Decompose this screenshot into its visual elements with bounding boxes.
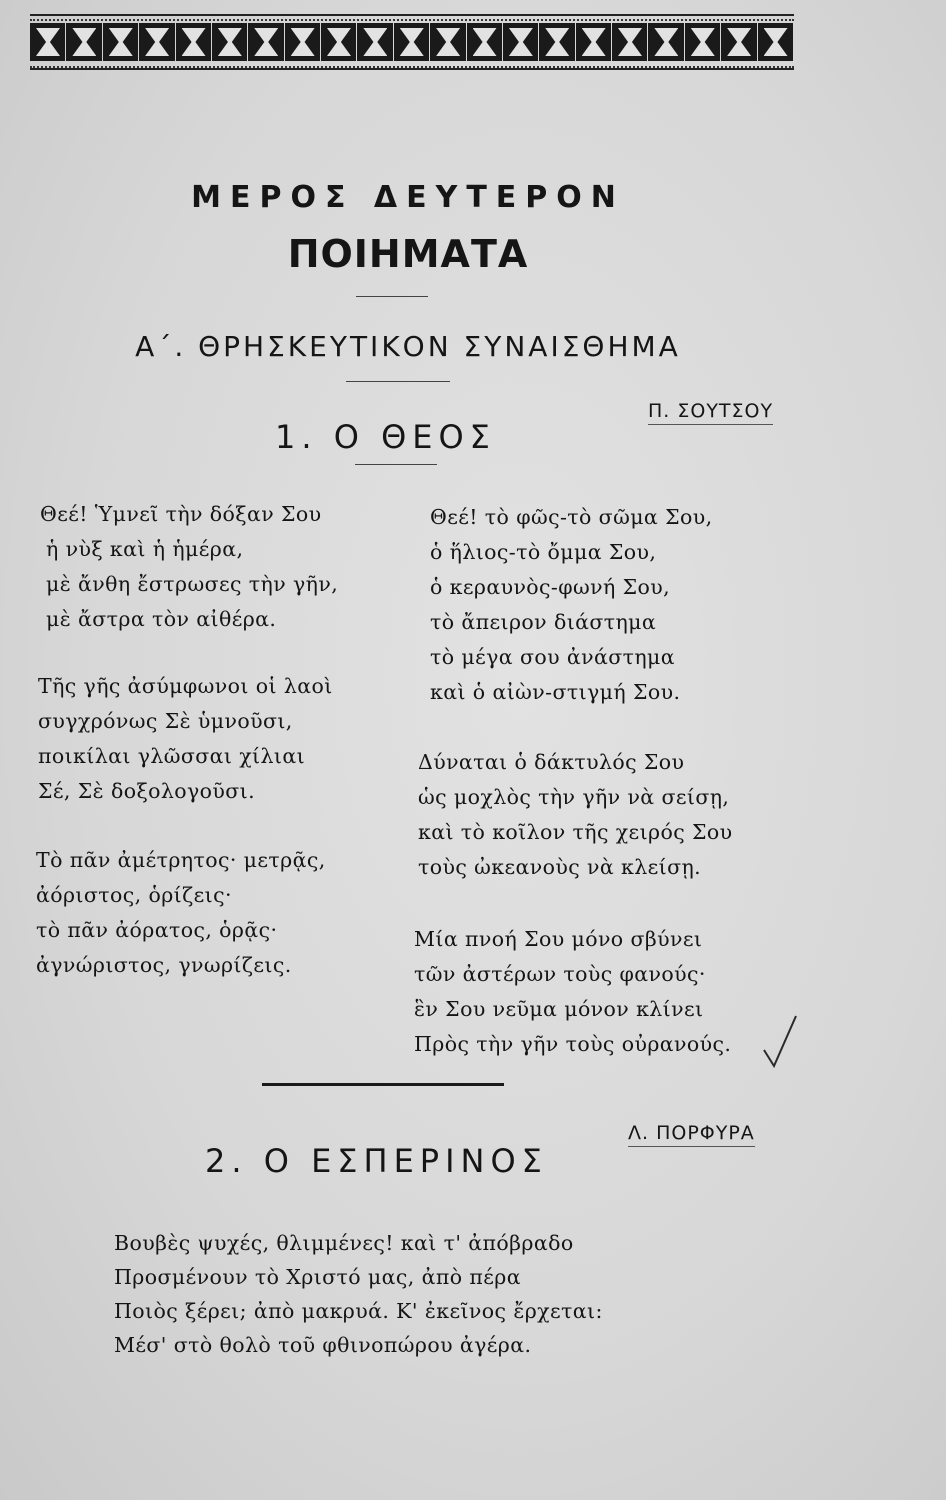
ornament-cell [285, 23, 320, 61]
verse-line: Προσμένουν τὸ Χριστό μας, ἀπὸ πέρα [114, 1265, 521, 1289]
poem1-left-stanza-1 [40, 497, 338, 637]
verse-line: Σέ, Σὲ δοξολογοῦσι. [38, 779, 256, 803]
poem1-right-stanza-3 [414, 922, 731, 1062]
poem1-left-stanza-2 [38, 669, 333, 809]
border-bottom-line [30, 68, 794, 70]
verse-line: ποικίλαι γλῶσσαι χίλιαι [38, 744, 306, 768]
verse-line: Μέσ' στὸ θολὸ τοῦ φθινοπώρου ἀγέρα. [114, 1333, 532, 1357]
verse-line: Θεέ! Ὑμνεῖ τὴν δόξαν Σου [40, 502, 322, 526]
verse-line: Μία πνοή Σου μόνο σβύνει [414, 927, 703, 951]
verse-line: ὁ κεραυνὸς-φωνή Σου, [430, 575, 671, 599]
verse-line: ὁ ἥλιος-τὸ ὄμμα Σου, [430, 540, 657, 564]
border-dotted-line [30, 19, 794, 21]
ornament-cell [248, 23, 283, 61]
verse-line: καὶ ὁ αἰὼν-στιγμή Σου. [430, 680, 681, 704]
ornament-cell [212, 23, 247, 61]
ornament-cell [139, 23, 174, 61]
ornament-cell [176, 23, 211, 61]
title-divider [356, 296, 428, 297]
verse-line: συγχρόνως Σὲ ὑμνοῦσι, [38, 709, 293, 733]
poem2-author: Λ. ΠΟΡΦΥΡΑ [628, 1122, 755, 1147]
poems-title: ΠΟΙΗΜΑΤΑ [287, 232, 529, 276]
ornament-cell [503, 23, 538, 61]
ornament-cell [539, 23, 574, 61]
poem1-title: 1. Ο ΘΕΟΣ [275, 418, 496, 456]
verse-line: Βουβὲς ψυχές, θλιμμένες! καὶ τ' ἀπόβραδο [114, 1231, 574, 1255]
verse-line: μὲ ἄστρα τὸν αἰθέρα. [46, 607, 277, 631]
verse-line: μὲ ἄνθη ἔστρωσες τὴν γῆν, [46, 572, 339, 596]
verse-line: Ποιὸς ξέρει; ἀπὸ μακρυά. Κ' ἐκεῖνος ἔρχεται: [114, 1299, 603, 1323]
verse-line: τοὺς ὠκεανοὺς νὰ κλείσῃ. [418, 855, 702, 879]
verse-line: τὸ ἄπειρον διάστημα [430, 610, 657, 634]
verse-line: καὶ τὸ κοῖλον τῆς χειρός Σου [418, 820, 733, 844]
verse-line: ἀγνώριστος, γνωρίζεις. [36, 953, 292, 977]
ornament-row [30, 23, 794, 63]
poem1-author: Π. ΣΟΥΤΣΟΥ [648, 400, 773, 425]
ornament-cell [685, 23, 720, 61]
verse-line: ἓν Σου νεῦμα μόνον κλίνει [414, 997, 704, 1021]
section-divider [346, 381, 450, 382]
verse-line: Τῆς γῆς ἀσύμφωνοι οἱ λαοὶ [38, 674, 333, 698]
verse-line: ὡς μοχλὸς τὴν γῆν νὰ σείσῃ, [418, 785, 730, 809]
poem1-right-stanza-2 [418, 745, 733, 885]
poem1-left-stanza-3 [36, 843, 326, 983]
ornament-cell [321, 23, 356, 61]
ornament-cell [758, 23, 793, 61]
ornament-cell [467, 23, 502, 61]
ornament-cell [103, 23, 138, 61]
ornament-cell [648, 23, 683, 61]
verse-line: Δύναται ὁ δάκτυλός Σου [418, 750, 685, 774]
ornament-cell [30, 23, 65, 61]
verse-line: τῶν ἀστέρων τοὺς φανούς· [414, 962, 706, 986]
verse-line: τὸ μέγα σου ἀνάστημα [430, 645, 676, 669]
verse-line: ἀόριστος, ὁρίζεις· [36, 883, 232, 907]
poem1-title-underline [355, 464, 437, 465]
verse-line: Πρὸς τὴν γῆν τοὺς οὐρανούς. [414, 1032, 732, 1056]
poem-separator [262, 1083, 504, 1086]
ornament-cell [721, 23, 756, 61]
poem2-stanza [114, 1226, 603, 1362]
verse-line: τὸ πᾶν ἀόρατος, ὁρᾷς· [36, 918, 278, 942]
section-title: Α΄. ΘΡΗΣΚΕΥΤΙΚΟΝ ΣΥΝΑΙΣΘΗΜΑ [135, 330, 681, 363]
ornament-cell [394, 23, 429, 61]
ornament-cell [66, 23, 101, 61]
verse-line: Θεέ! τὸ φῶς-τὸ σῶμα Σου, [430, 505, 713, 529]
ornament-cell [357, 23, 392, 61]
verse-line: ἡ νὺξ καὶ ἡ ἡμέρα, [46, 537, 244, 561]
ornament-cell [576, 23, 611, 61]
ornamental-border [30, 14, 794, 70]
poem2-title: 2. Ο ΕΣΠΕΡΙΝΟΣ [205, 1142, 548, 1180]
poem1-right-stanza-1 [430, 500, 713, 710]
part-title: ΜΕΡΟΣ ΔΕΥΤΕΡΟΝ [191, 180, 625, 215]
border-top-line [30, 14, 794, 16]
ornament-cell [430, 23, 465, 61]
verse-line: Τὸ πᾶν ἀμέτρητος· μετρᾷς, [36, 848, 326, 872]
ornament-cell [612, 23, 647, 61]
pencil-checkmark [760, 1010, 800, 1070]
